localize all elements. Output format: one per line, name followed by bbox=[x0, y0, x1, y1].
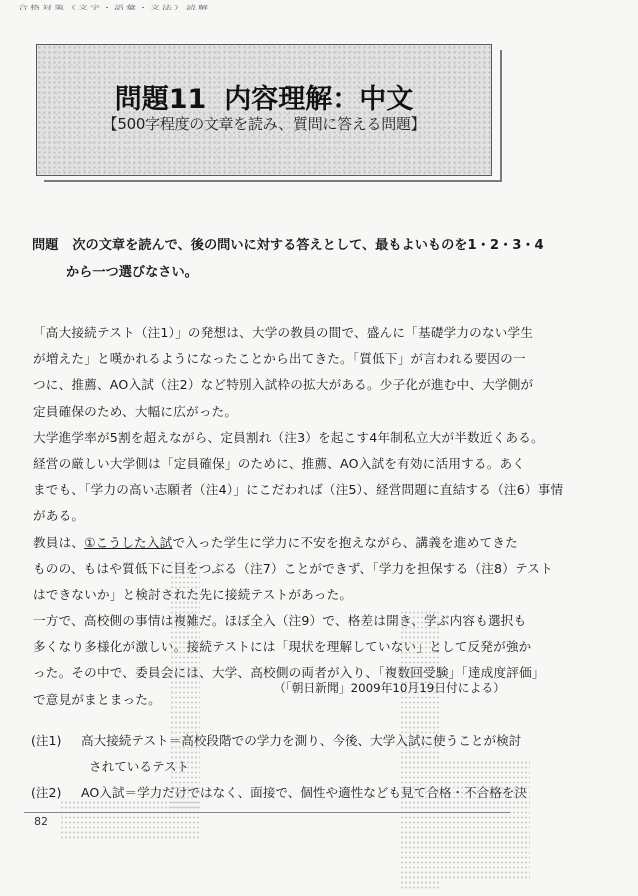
problem-name: 内容理解：中文 bbox=[224, 84, 414, 115]
passage-line: 大学進学率が5割を超えながら、定員割れ（注3）を起こす4年制私立大が半数近くある。 bbox=[33, 429, 544, 445]
instruction-line-2: から一つ選びなさい。 bbox=[66, 265, 198, 280]
passage-text: で入った学生に学力に不安を抱えながら、講義を進めてきた bbox=[172, 534, 518, 550]
note-id: (注1) bbox=[31, 733, 62, 748]
passage-line: で意見がまとまった。 bbox=[33, 691, 161, 707]
note-text: AO入試＝学力だけではなく、面接で、個性や適性なども見て合格・不合格を決 bbox=[81, 785, 527, 800]
passage-line: までも、「学力の高い志願者（注4）」にこだわれば（注5）、経営問題に直結する（注6）事情 bbox=[33, 482, 564, 498]
passage-text: 教員は、 bbox=[33, 534, 85, 550]
note-id: (注2) bbox=[31, 785, 62, 800]
note-continuation: されているテスト bbox=[89, 759, 190, 774]
note-text: 高大接続テスト＝高校段階での学力を測り、今後、大学入試に使うことが検討 bbox=[81, 733, 522, 748]
passage bbox=[33, 320, 613, 713]
paragraph-3 bbox=[33, 530, 613, 609]
running-header: 合格対策（文字・語彙・文法）読解 bbox=[18, 5, 210, 12]
page-title bbox=[37, 77, 491, 116]
passage-line: が増えた」と嘆かれるようになったことから出てきた。「質低下」が言われる要因の一 bbox=[33, 351, 526, 367]
passage-line: ものの、もはや質低下に目をつぶる（注7）ことができず、「学力を担保する（注8）テスト bbox=[33, 560, 553, 576]
underlined-phrase: ①こうした入試 bbox=[84, 534, 173, 550]
passage-line bbox=[33, 530, 613, 556]
instruction bbox=[32, 232, 612, 286]
passage-line: 多くなり多様化が激しい。接続テストには「現状を理解していない」として反発が強か bbox=[33, 639, 532, 655]
notes bbox=[31, 728, 611, 806]
note-line bbox=[31, 728, 611, 754]
paragraph-4 bbox=[33, 608, 613, 713]
passage-line: 経営の厳しい大学側は「定員確保」のために、推薦、AO入試を有効に活用する。あく bbox=[33, 455, 526, 471]
problem-number: 問題11 bbox=[114, 84, 207, 115]
paragraph-1 bbox=[33, 320, 613, 425]
instruction-line-1 bbox=[32, 232, 612, 259]
paragraph-2 bbox=[33, 425, 613, 530]
page-rule bbox=[24, 812, 510, 813]
instruction-text-1: 次の文章を読んで、後の問いに対する答えとして、最もよいものを1・2・3・4 bbox=[72, 238, 544, 253]
passage-line: 「高大接続テスト（注1）」の発想は、大学の教員の間で、盛んに「基礎学力のない学生 bbox=[33, 325, 534, 340]
note-2 bbox=[31, 780, 611, 806]
passage-line: 一方で、高校側の事情は複雑だ。ほぼ全入（注9）で、格差は開き、学ぶ内容も選択も bbox=[33, 613, 527, 629]
scan-noise bbox=[60, 800, 200, 840]
passage-line: はできないか」と検討された先に接続テストがあった。 bbox=[33, 586, 353, 602]
instruction-label: 問題 bbox=[32, 238, 59, 253]
passage-line: った。その中で、委員会には、大学、高校側の両者が入り、「複数回受験」「達成度評価」 bbox=[33, 665, 545, 681]
passage-line: がある。 bbox=[33, 508, 85, 524]
passage-line: つに、推薦、AO入試（注2）など特別入試枠の拡大がある。少子化が進む中、大学側が bbox=[33, 377, 534, 393]
note-1 bbox=[31, 728, 611, 780]
page-number: 82 bbox=[34, 815, 48, 828]
note-line bbox=[31, 780, 611, 806]
passage-line: 定員確保のため、大幅に広がった。 bbox=[33, 403, 238, 419]
title-subtitle: 【500字程度の文章を読み、質問に答える問題】 bbox=[102, 115, 426, 133]
title-box bbox=[36, 44, 492, 176]
source-citation: （「朝日新聞」2009年10月19日付による） bbox=[273, 681, 505, 695]
